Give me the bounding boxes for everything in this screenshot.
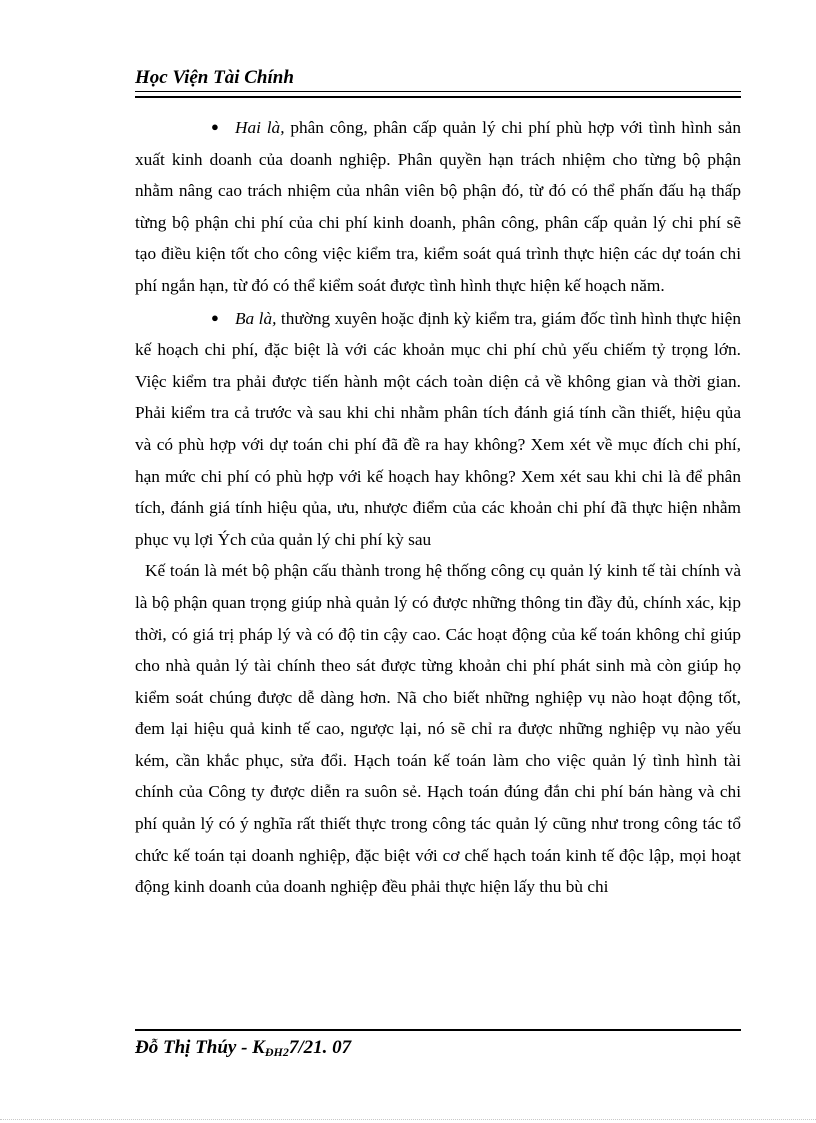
- footer-class-subscript: ĐH2: [264, 1045, 289, 1059]
- page-header-title: Học Viện Tài Chính: [135, 67, 294, 88]
- paragraph-lead: Ba là,: [235, 308, 277, 328]
- footer-divider: [135, 1029, 741, 1034]
- header-divider: [135, 91, 741, 98]
- footer-author: Đỗ Thị Thúy - K: [135, 1037, 265, 1058]
- paragraph-text: phân công, phân cấp quản lý chi phí phù hợp với tình hình sản xuất kinh doanh của doanh nghiệp. Phân quyền hạn trách nhiệm cho từng bộ phận nhằm nâng cao trách nhiệm của nhân viên bộ phận đó, từ đó có thể phấn đấu hạ thấp từng bộ phận chi phí của chi phí kinh doanh, phân công, phân cấp quản lý chi phí sẽ tạo điều kiện tốt cho công việc kiểm tra, kiểm soát quá trình thực hiện các dự toán chi phí ngắn hạn, từ đó có thể kiểm soát được tình hình thực hiện kế hoạch năm.: [135, 118, 741, 295]
- footer-class-code: 7/21. 07: [288, 1037, 352, 1058]
- page-edge-divider: [0, 1119, 816, 1120]
- page-footer: [135, 1035, 351, 1065]
- paragraph-lead: Hai là,: [235, 118, 285, 137]
- paragraph-text: thường xuyên hoặc định kỳ kiểm tra, giám đốc tình hình thực hiện kế hoạch chi phí, đặc biệt là với các khoản mục chi phí chủ yếu chiếm tỷ trọng lớn. Việc kiểm tra phải được tiến hành một cách toàn diện cả về không gian và thời gian. Phải kiểm tra cả trước và sau khi chi nhằm phân tích đánh giá tính cần thiết, hiệu qủa và có phù hợp với dự toán chi phí đã đề ra hay không? Xem xét về mục đích chi phí, hạn mức chi phí có phù hợp với kế hoạch hay không? Xem xét sau khi chi là để phân tích, đánh giá tính hiệu qủa, ưu, nhược điểm của các khoản chi phí đã thực hiện nhằm phục vụ lợi Ých của quản lý chi phí kỳ sau: [135, 308, 741, 549]
- document-body: [135, 111, 741, 903]
- bullet-icon: ●: [211, 119, 219, 134]
- paragraph-hai-la: [135, 111, 741, 302]
- paragraph-ke-toan: Kế toán là mét bộ phận cấu thành trong hệ thống công cụ quản lý kinh tế tài chính và là bộ phận quan trọng giúp nhà quản lý có được những thông tin đầy đủ, chính xác, kịp thời, có giá trị pháp lý và có độ tin cậy cao. Các hoạt động của kế toán không chỉ giúp cho nhà quản lý tài chính theo sát được từng khoản chi phí phát sinh mà còn giúp họ kiểm soát chúng được dễ dàng hơn. Nã cho biết những nghiệp vụ nào hoạt động tốt, đem lại hiệu quả kinh tế cao, ngược lại, nó sẽ chỉ ra được những nghiệp vụ nào yếu kém, cần khắc phục, sửa đổi. Hạch toán kế toán làm cho việc quản lý tình hình tài chính của Công ty được diễn ra suôn sẻ. Hạch toán đúng đắn chi phí bán hàng và chi phí quản lý có ý nghĩa rất thiết thực trong công tác quản lý cũng như trong công tác tổ chức kế toán tại doanh nghiệp, đặc biệt với cơ chế hạch toán kinh tế độc lập, mọi hoạt động kinh doanh của doanh nghiệp đều phải thực hiện lấy thu bù chi: [135, 561, 741, 897]
- bullet-icon: ●: [211, 309, 219, 325]
- paragraph-ba-la: [135, 302, 741, 556]
